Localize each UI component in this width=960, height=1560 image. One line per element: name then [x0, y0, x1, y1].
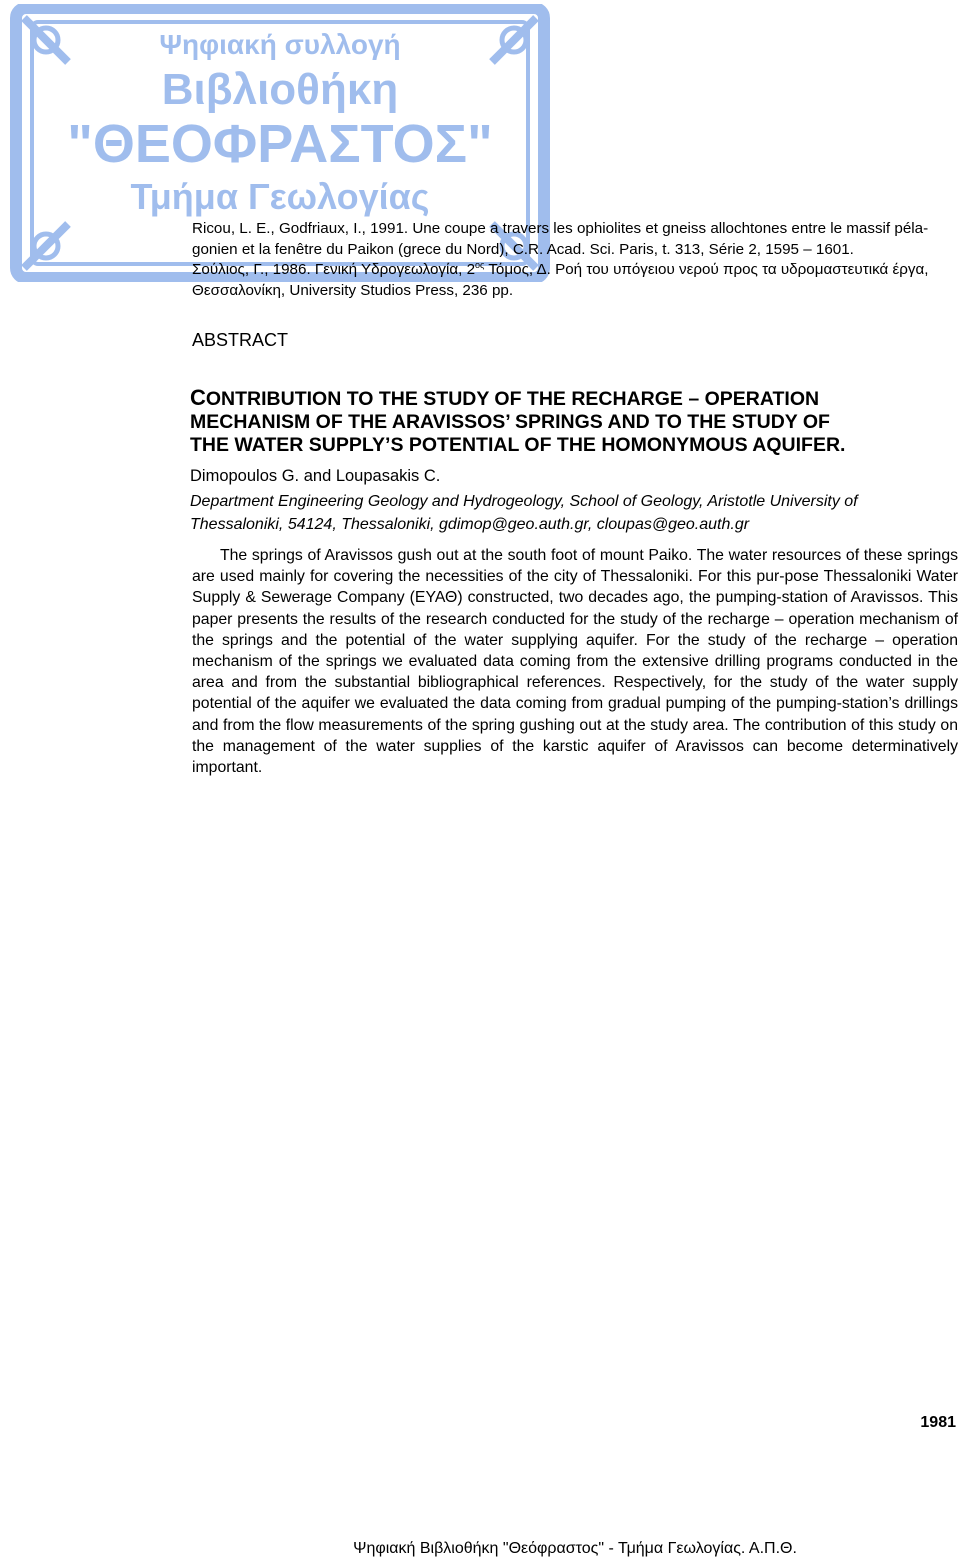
title-line: THE WATER SUPPLY’S POTENTIAL OF THE HOMONYMOUS AQUIFER. — [190, 434, 846, 456]
reference-line: gonien et la fenêtre du Paikon (grece du Nord), C.R. Acad. Sci. Paris, t. 313, Série 2, 1595 – 1601. — [192, 241, 854, 258]
title-line: MECHANISM OF THE ARAVISSOS’ SPRINGS AND TO THE STUDY OF — [190, 411, 830, 433]
watermark-line-4: Τμήμα Γεωλογίας — [130, 176, 430, 217]
reference-soulios — [192, 259, 958, 301]
reference-line: Θεσσαλονίκη, University Studios Press, 236 pp. — [192, 282, 514, 299]
abstract-heading: ABSTRACT — [192, 330, 289, 350]
page-number: 1981 — [920, 1414, 956, 1431]
title-line: CONTRIBUTION TO THE STUDY OF THE RECHARGE – OPERATION — [190, 385, 820, 410]
abstract-body — [192, 545, 958, 778]
paper-title — [190, 386, 910, 457]
footer-text: Ψηφιακή Βιβλιοθήκη "Θεόφραστος" - Τμήμα Γεωλογίας. Α.Π.Θ. — [353, 1540, 797, 1557]
superscript-ordinal: ος — [475, 259, 485, 270]
reference-line: Σούλιος, Γ., 1986. Γενική Υδρογεωλογία, $2^{o\varsigma}$ Τόμος, Δ. Ροή του υπόγειου νερού προς τα υδρομαστευτικά έργα, — [192, 259, 929, 278]
title-initial: C — [190, 385, 206, 410]
affiliation-line: Department Engineering Geology and Hydrogeology, School of Geology, Aristotle University of — [190, 493, 858, 510]
watermark-line-2: Βιβλιοθήκη — [161, 65, 399, 114]
watermark-line-1: Ψηφιακή συλλογή — [159, 29, 401, 60]
page-footer — [0, 1540, 960, 1558]
reference-line: Ricou, L. E., Godfriaux, I., 1991. Une coupe a travers les ophiolites et gneiss allochtones entre le massif péla- — [192, 220, 929, 237]
reference-ricou — [192, 218, 958, 260]
affiliation — [190, 490, 958, 536]
affiliation-line: Thessaloniki, 54124, Thessaloniki, gdimop@geo.auth.gr, cloupas@geo.auth.gr — [190, 516, 750, 533]
abstract-paragraph: The springs of Aravissos gush out at the south foot of mount Paiko. The water resources of these springs are used mainly for covering the necessities of the city of Thessaloniki. For this pur-pose Thessaloniki Water Supply & Sewerage Company (ΕΥΑΘ) constructed, two decades ago, the pumping-station of Aravissos. This paper presents the results of the research conducted for the study of the recharge – operation mechanism of the springs and the potential of the water supplying aquifer. For the study of the recharge – operation mechanism of the springs we evaluated data coming from the extensive drilling programs conducted in the area and from the substantial bibliographical references. Respectively, for the study of the water supply potential of the aquifer we evaluated the data coming from gradual pumping of the pumping-station’s drillings and from the flow measurements of the spring gushing out at the study area. The contribution of this study on the management of the water supplies of the karstic aquifer of Aravissos can become determinatively important. — [192, 547, 958, 777]
watermark-line-3: "ΘΕΟΦΡΑΣΤΟΣ" — [67, 114, 493, 174]
authors: Dimopoulos G. and Loupasakis C. — [190, 467, 441, 485]
